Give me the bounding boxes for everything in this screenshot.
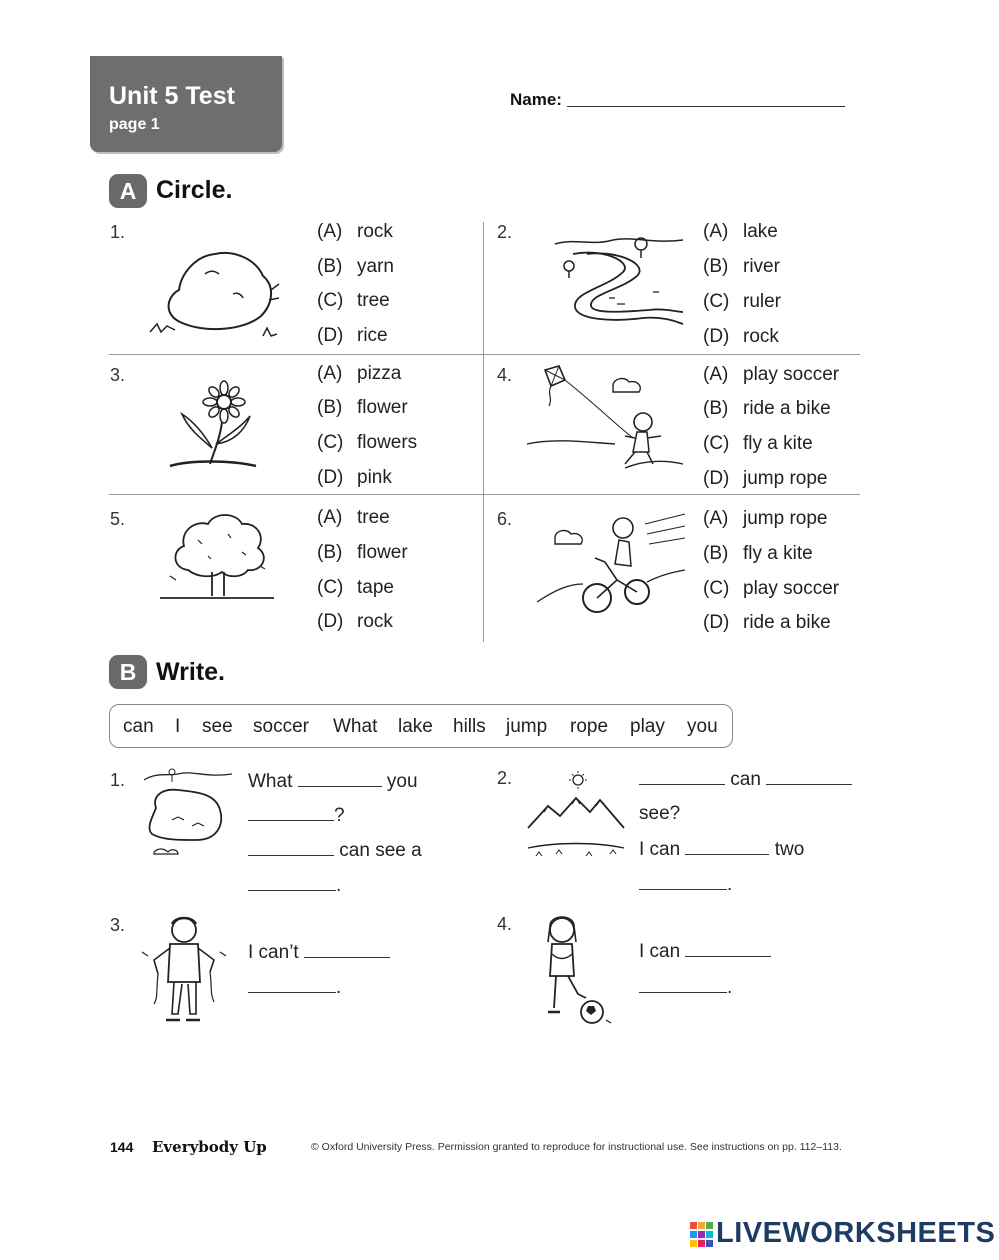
write-number: 2.	[497, 768, 513, 788]
option-1d[interactable]: (D) rice	[317, 325, 388, 346]
option-5b[interactable]: (B) flower	[317, 542, 408, 563]
answer-blank[interactable]	[248, 874, 336, 891]
option-4a[interactable]: (A) play soccer	[703, 364, 840, 385]
write-2-line-1: can	[639, 768, 852, 791]
section-a-title: Circle.	[156, 176, 233, 204]
grid-divider-row1	[109, 354, 860, 355]
rock-picture	[145, 244, 295, 344]
answer-blank[interactable]	[298, 770, 382, 787]
option-2a[interactable]: (A) lake	[703, 221, 778, 242]
option-2d[interactable]: (D) rock	[703, 326, 779, 347]
option-3a[interactable]: (A) pizza	[317, 363, 402, 384]
word-bank-item: I	[175, 716, 181, 737]
word-bank-item: soccer	[253, 716, 309, 737]
liveworksheets-wordmark: LIVEWORKSHEETS	[716, 1217, 996, 1249]
write-1-line-4: .	[248, 874, 341, 897]
write-4-line-2: .	[639, 976, 732, 999]
answer-blank[interactable]	[248, 804, 334, 821]
word-bank-item: can	[123, 716, 154, 737]
write-number: 1.	[110, 770, 126, 790]
tree-picture	[158, 510, 276, 602]
write-2-line-3: I can two	[639, 839, 805, 860]
write-number: 4.	[497, 914, 513, 934]
word-bank-item: see	[202, 716, 233, 737]
option-3b[interactable]: (B) flower	[317, 397, 408, 418]
write-4-line-1: I can	[639, 940, 771, 963]
section-a-badge: A	[109, 174, 147, 208]
boy-jump-rope-picture	[138, 912, 230, 1034]
write-1-line-3: can see a	[248, 839, 422, 862]
unit-title: Unit 5 Test	[109, 82, 235, 110]
word-bank-item: rope	[570, 716, 609, 737]
grid-divider-row2	[109, 494, 860, 495]
write-2-line-4: .	[639, 873, 732, 896]
answer-blank[interactable]	[304, 941, 390, 958]
question-number: 6.	[497, 509, 513, 529]
answer-blank[interactable]	[248, 976, 336, 993]
option-5c[interactable]: (C) tape	[317, 577, 394, 598]
write-number: 3.	[110, 915, 126, 935]
option-6d[interactable]: (D) ride a bike	[703, 612, 831, 633]
write-2-line-2: see?	[639, 803, 681, 824]
option-3c[interactable]: (C) flowers	[317, 432, 418, 453]
question-number: 3.	[110, 365, 126, 385]
option-6a[interactable]: (A) jump rope	[703, 508, 828, 529]
answer-blank[interactable]	[685, 940, 771, 957]
section-b-badge: B	[109, 655, 147, 689]
option-4d[interactable]: (D) jump rope	[703, 468, 828, 489]
name-label: Name:	[510, 90, 562, 109]
option-2c[interactable]: (C) ruler	[703, 291, 782, 312]
word-bank-item: hills	[453, 716, 486, 737]
name-field[interactable]	[567, 106, 845, 107]
brand-name: Everybody Up	[152, 1138, 267, 1156]
river-picture	[553, 232, 685, 332]
word-bank-item: you	[687, 716, 718, 737]
page-label: page 1	[109, 116, 160, 133]
write-3-line-1: I can’t	[248, 941, 390, 964]
word-bank-item: jump	[506, 716, 548, 737]
answer-blank[interactable]	[685, 838, 769, 855]
flower-picture	[160, 378, 260, 472]
option-6b[interactable]: (B) fly a kite	[703, 543, 813, 564]
answer-blank[interactable]	[248, 839, 334, 856]
word-bank-item: What	[333, 716, 378, 737]
option-1a[interactable]: (A) rock	[317, 221, 393, 242]
option-5d[interactable]: (D) rock	[317, 611, 393, 632]
girl-soccer-picture	[538, 908, 618, 1030]
hills-picture	[526, 770, 626, 862]
question-number: 2.	[497, 222, 513, 242]
section-b-title: Write.	[156, 658, 225, 686]
option-2b[interactable]: (B) river	[703, 256, 780, 277]
option-1c[interactable]: (C) tree	[317, 290, 390, 311]
option-4c[interactable]: (C) fly a kite	[703, 433, 813, 454]
question-number: 1.	[110, 222, 126, 242]
write-3-line-2: .	[248, 976, 341, 999]
lake-picture	[142, 768, 234, 878]
question-number: 5.	[110, 509, 126, 529]
write-1-line-1: What you	[248, 771, 418, 792]
page-number: 144	[110, 1139, 134, 1155]
option-3d[interactable]: (D) pink	[317, 467, 392, 488]
answer-blank[interactable]	[639, 768, 725, 785]
grid-divider-vertical	[483, 222, 484, 642]
word-bank-item: play	[630, 716, 665, 737]
option-1b[interactable]: (B) yarn	[317, 256, 394, 277]
word-bank-item: lake	[398, 716, 433, 737]
liveworksheets-logo-icon	[690, 1222, 714, 1248]
answer-blank[interactable]	[639, 873, 727, 890]
answer-blank[interactable]	[766, 768, 852, 785]
option-5a[interactable]: (A) tree	[317, 507, 390, 528]
kite-picture	[525, 364, 685, 476]
option-6c[interactable]: (C) play soccer	[703, 578, 840, 599]
write-1-line-2: ?	[248, 804, 345, 827]
question-number: 4.	[497, 365, 513, 385]
option-4b[interactable]: (B) ride a bike	[703, 398, 831, 419]
bike-picture	[535, 510, 687, 622]
answer-blank[interactable]	[639, 976, 727, 993]
copyright-notice: © Oxford University Press. Permission granted to reproduce for instructional use. See instructions on pp. 112–113.	[311, 1141, 842, 1153]
